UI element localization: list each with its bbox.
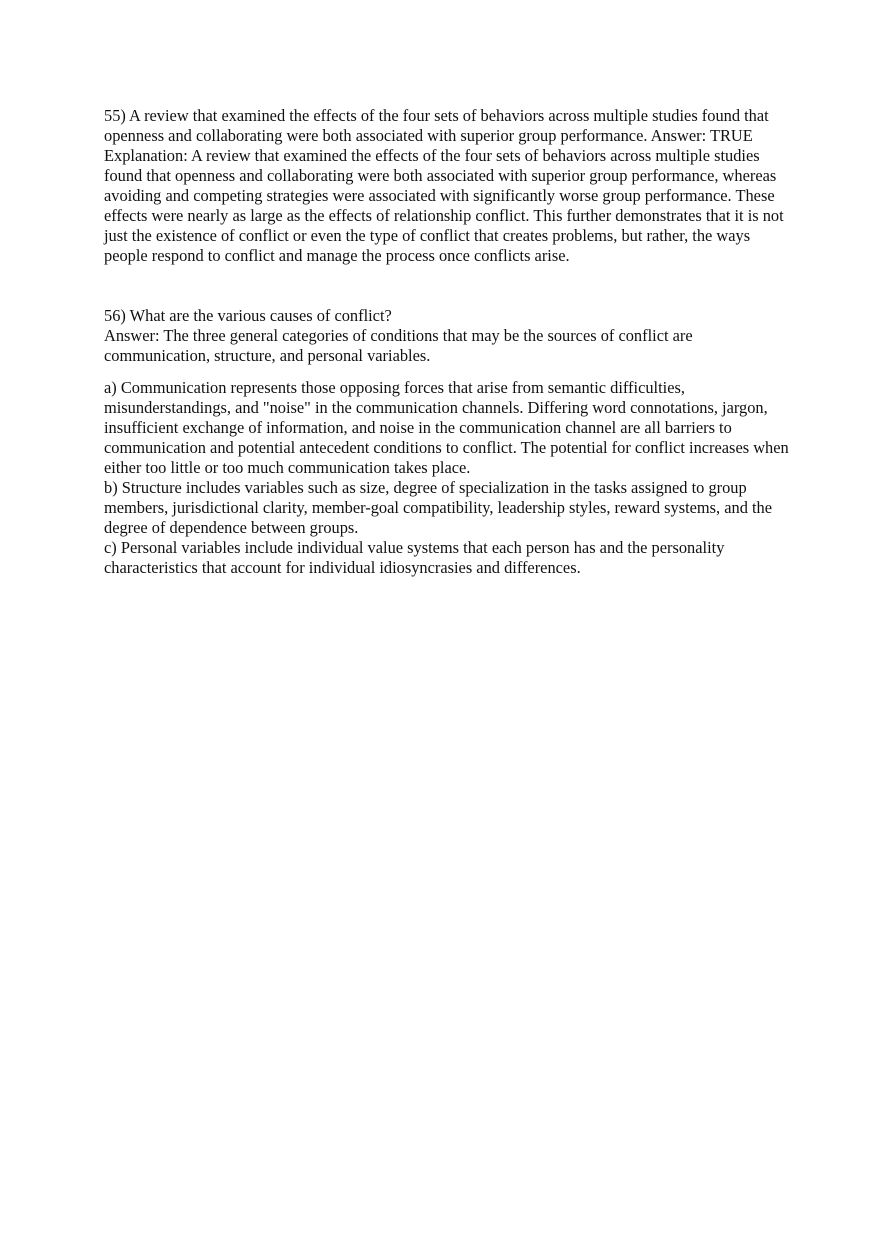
answer-part-a: a) Communication represents those opposing forces that arise from semantic difficulties, misunderstandings, and "noise" in the communication channels. Differing word connotations, jargon, insufficient exchange of information, and noise in the communication channel are all barriers to communication and potential antecedent conditions to conflict. The potential for conflict increases when either too little or too much communication takes place.	[104, 378, 789, 477]
question-56-text: 56) What are the various causes of conflict?	[104, 306, 392, 325]
section-spacer	[104, 266, 794, 306]
question-55-text: 55) A review that examined the effects of the four sets of behaviors across multiple studies found that openness and collaborating were both associated with superior group performance. Answer: TRUE	[104, 106, 769, 145]
answer-part-c: c) Personal variables include individual value systems that each person has and the personality characteristics that account for individual idiosyncrasies and differences.	[104, 538, 725, 577]
question-56-answer: Answer: The three general categories of conditions that may be the sources of conflict are communication, structure, and personal variables.	[104, 326, 693, 365]
document-page	[104, 106, 794, 578]
paragraph-spacer	[104, 366, 794, 378]
answer-part-b: b) Structure includes variables such as size, degree of specialization in the tasks assigned to group members, jurisdictional clarity, member-goal compatibility, leadership styles, reward systems, and the degree of dependence between groups.	[104, 478, 773, 537]
question-55-explanation: Explanation: A review that examined the effects of the four sets of behaviors across multiple studies found that openness and collaborating were both associated with superior group performance, whereas avoiding and competing strategies were associated with significantly worse group performance. These effects were nearly as large as the effects of relationship conflict. This further demonstrates that it is not just the existence of conflict or even the type of conflict that creates problems, but rather, the ways people respond to conflict and manage the process once conflicts arise.	[104, 146, 784, 265]
